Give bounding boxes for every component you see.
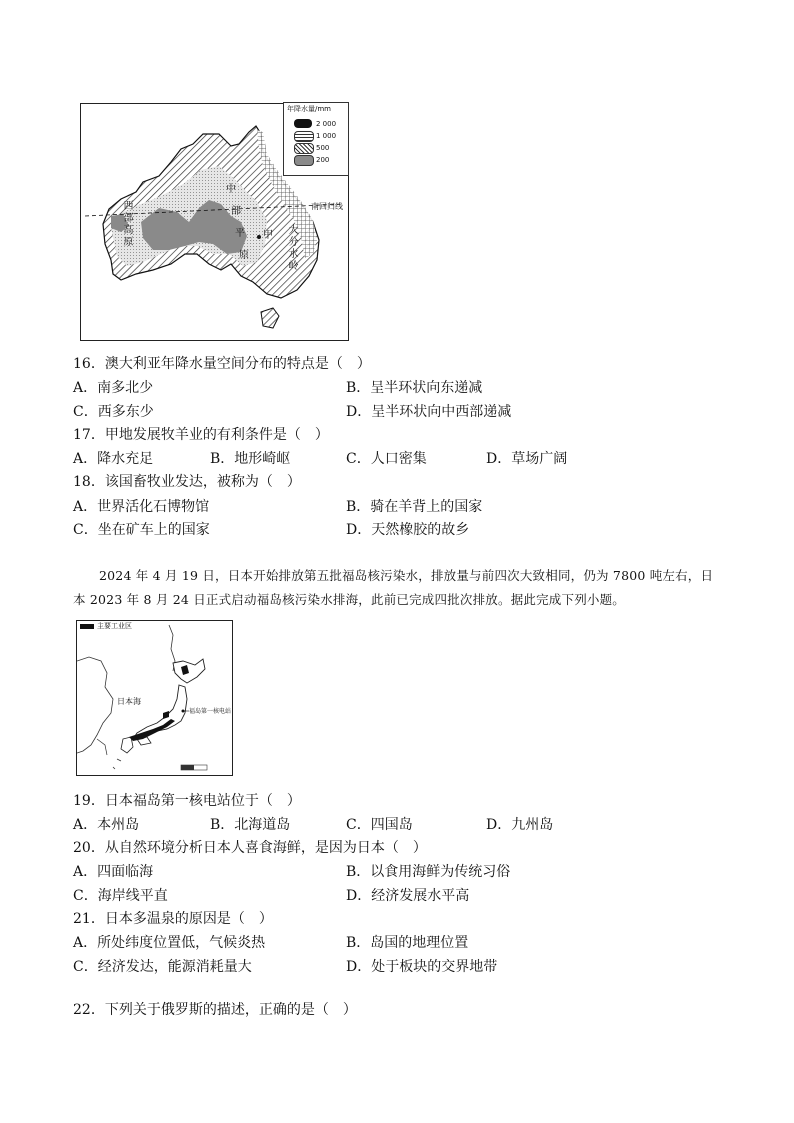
label-west-plateau: 西部高原: [121, 200, 132, 248]
q16-option-d[interactable]: D．呈半环状向中西部递减: [346, 404, 512, 420]
q21-option-d[interactable]: D．处于板块的交界地带: [346, 959, 498, 975]
q17-option-a[interactable]: A．降水充足: [73, 451, 154, 467]
label-central-1: 中: [226, 184, 236, 195]
label-dividing-range: 大分水岭: [286, 224, 297, 272]
q17-option-b[interactable]: B．地形崎岖: [210, 451, 291, 467]
legend-swatch-2000: [294, 119, 312, 128]
legend-label-500: 500: [316, 144, 330, 152]
q22-stem: 22．下列关于俄罗斯的描述，正确的是（ ）: [73, 1002, 357, 1018]
legend-label-2000: 2 000: [316, 120, 337, 128]
rainfall-legend: [283, 102, 349, 176]
q18-option-b[interactable]: B．骑在羊背上的国家: [346, 499, 483, 515]
q21-option-b[interactable]: B．岛国的地理位置: [346, 935, 469, 951]
q19-option-c[interactable]: C．四国岛: [346, 817, 413, 833]
q16-stem: 16．澳大利亚年降水量空间分布的特点是（ ）: [73, 356, 371, 372]
label-fukushima-plant: 福岛第一核电站: [189, 708, 232, 715]
q20-option-c[interactable]: C．海岸线平直: [73, 888, 168, 904]
q17-option-d[interactable]: D．草场广阔: [486, 451, 568, 467]
q21-option-a[interactable]: A．所处纬度位置低，气候炎热: [73, 935, 266, 951]
label-sea-of-japan: 日本海: [117, 697, 141, 706]
q18-option-a[interactable]: A．世界活化石博物馆: [73, 499, 210, 515]
legend-title: 年降水量/mm: [287, 105, 331, 113]
q16-option-b[interactable]: B．呈半环状向东递减: [346, 380, 483, 396]
q18-stem: 18．该国畜牧业发达，被称为（ ）: [73, 474, 301, 490]
q19-option-d[interactable]: D．九州岛: [486, 817, 554, 833]
legend-swatch-500: [294, 143, 314, 154]
q21-stem: 21．日本多温泉的原因是（ ）: [73, 911, 273, 927]
legend-label-200: 200: [316, 156, 330, 164]
legend-swatch-industrial: [80, 624, 94, 629]
legend-swatch-1000: [294, 131, 314, 142]
label-tropic: 南回归线: [311, 202, 343, 211]
label-jia: 甲: [263, 230, 273, 241]
q20-option-d[interactable]: D．经济发展水平高: [346, 888, 470, 904]
q16-option-a[interactable]: A．南多北少: [73, 380, 154, 396]
q18-option-c[interactable]: C．坐在矿车上的国家: [73, 522, 210, 538]
q19-stem: 19．日本福岛第一核电站位于（ ）: [73, 793, 301, 809]
q17-stem: 17．甲地发展牧羊业的有利条件是（ ）: [73, 427, 329, 443]
q17-option-c[interactable]: C．人口密集: [346, 451, 427, 467]
australia-rainfall-map: [80, 103, 349, 341]
passage-fukushima: 2024 年 4 月 19 日，日本开始排放第五批福岛核污染水，排放量与前四次大致相同，仍为 7800 吨左右，日本 2023 年 8 月 24 日正式启动福岛核污染水排海，此前已完成四批次排放。据此完成下列小题。: [73, 568, 714, 607]
q21-option-c[interactable]: C．经济发达，能源消耗量大: [73, 959, 252, 975]
legend-swatch-200: [294, 155, 314, 166]
label-central-2: 部: [231, 206, 241, 217]
q20-stem: 20．从自然环境分析日本人喜食海鲜，是因为日本（ ）: [73, 840, 427, 856]
japan-map-graphic: [77, 621, 232, 775]
q19-option-b[interactable]: B．北海道岛: [210, 817, 291, 833]
q16-option-c[interactable]: C．西多东少: [73, 404, 154, 420]
label-central-3: 平: [235, 228, 245, 239]
legend-label-1000: 1 000: [316, 132, 337, 140]
legend-label-industrial: 主要工业区: [97, 622, 132, 630]
q19-option-a[interactable]: A．本州岛: [73, 817, 140, 833]
q20-option-a[interactable]: A．四面临海: [73, 864, 154, 880]
q20-option-b[interactable]: B．以食用海鲜为传统习俗: [346, 864, 511, 880]
label-central-4: 原: [239, 250, 249, 261]
japan-map: [76, 620, 233, 776]
q18-option-d[interactable]: D．天然橡胶的故乡: [346, 522, 470, 538]
